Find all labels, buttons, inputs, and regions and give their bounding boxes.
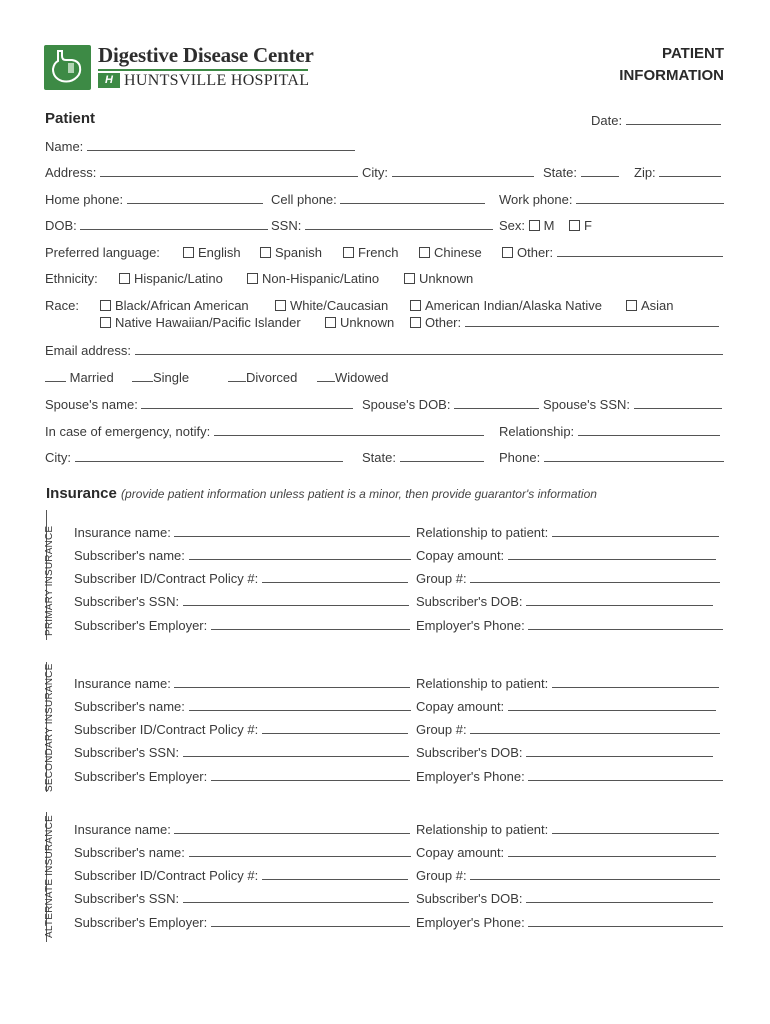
alternate-insurance-label: ALTERNATE INSURANCE xyxy=(44,815,55,938)
address-label: Address: xyxy=(45,165,97,180)
field-label: Copay amount: xyxy=(416,845,505,860)
alternate-right-field-3[interactable] xyxy=(416,891,713,906)
secondary-insurance-label: SECONDARY INSURANCE xyxy=(44,663,55,792)
language-spanish-label: Spanish xyxy=(275,245,322,260)
alternate-right-field-2[interactable] xyxy=(416,868,720,883)
field-label: Insurance name: xyxy=(74,525,171,540)
language-option[interactable] xyxy=(502,245,723,260)
ec-phone-label: Phone: xyxy=(499,450,541,465)
field-label: Subscriber's Employer: xyxy=(74,915,208,930)
checkbox-icon[interactable] xyxy=(100,300,111,311)
race-white-label: White/Caucasian xyxy=(290,298,389,313)
primary-left-field-3[interactable] xyxy=(74,594,409,609)
field-label: Subscriber's DOB: xyxy=(416,594,523,609)
race-option[interactable] xyxy=(626,298,674,313)
hospital-name: HUNTSVILLE HOSPITAL xyxy=(124,72,310,89)
dob-label: DOB: xyxy=(45,218,77,233)
document-title-line2: INFORMATION xyxy=(619,67,724,84)
work-phone-field[interactable] xyxy=(499,192,724,207)
race-asian-label: Asian xyxy=(641,298,674,313)
zip-field[interactable] xyxy=(634,165,721,180)
field-label: Relationship to patient: xyxy=(416,822,549,837)
race-option[interactable] xyxy=(100,298,249,313)
checkbox-icon[interactable] xyxy=(626,300,637,311)
hospital-mark-icon: H xyxy=(98,73,120,88)
sex-f-checkbox[interactable] xyxy=(569,220,580,231)
secondary-right-field-0[interactable] xyxy=(416,676,719,691)
alternate-left-field-1[interactable] xyxy=(74,845,411,860)
checkbox-icon[interactable] xyxy=(502,247,513,258)
field-label: Copay amount: xyxy=(416,699,505,714)
secondary-right-field-2[interactable] xyxy=(416,722,720,737)
language-option[interactable] xyxy=(419,245,482,260)
primary-right-field-2[interactable] xyxy=(416,571,720,586)
ec-city-label: City: xyxy=(45,450,71,465)
primary-right-field-3[interactable] xyxy=(416,594,713,609)
checkbox-icon[interactable] xyxy=(419,247,430,258)
sex-label: Sex: xyxy=(499,218,526,233)
city-field[interactable] xyxy=(362,165,534,180)
field-label: Subscriber's Employer: xyxy=(74,618,208,633)
alternate-right-field-1[interactable] xyxy=(416,845,716,860)
alternate-right-field-4[interactable] xyxy=(416,915,723,930)
checkbox-icon[interactable] xyxy=(119,273,130,284)
spouse-name-label: Spouse's name: xyxy=(45,397,138,412)
language-french-label: French xyxy=(358,245,399,260)
work-phone-label: Work phone: xyxy=(499,192,573,207)
marital-married[interactable] xyxy=(45,370,114,385)
ethnicity-unknown-label: Unknown xyxy=(419,271,474,286)
field-label: Subscriber's Employer: xyxy=(74,769,208,784)
checkbox-icon[interactable] xyxy=(183,247,194,258)
sex-m-checkbox[interactable] xyxy=(529,220,540,231)
spouse-dob-field[interactable] xyxy=(362,397,539,412)
primary-right-field-4[interactable] xyxy=(416,618,723,633)
checkbox-icon[interactable] xyxy=(343,247,354,258)
logo-icon xyxy=(44,45,91,90)
race-pacific-label: Native Hawaiian/Pacific Islander xyxy=(115,315,301,330)
checkbox-icon[interactable] xyxy=(410,317,421,328)
race-option[interactable] xyxy=(410,315,719,330)
cell-phone-field[interactable] xyxy=(271,192,485,207)
logo-divider xyxy=(98,69,308,71)
home-phone-field[interactable] xyxy=(45,192,263,207)
alternate-right-field-0[interactable] xyxy=(416,822,719,837)
primary-left-field-1[interactable] xyxy=(74,548,411,563)
state-field[interactable] xyxy=(543,165,619,180)
field-label: Subscriber's SSN: xyxy=(74,594,180,609)
secondary-left-field-3[interactable] xyxy=(74,745,409,760)
field-label: Relationship to patient: xyxy=(416,676,549,691)
emergency-relationship-field[interactable] xyxy=(499,424,720,439)
married-label: Married xyxy=(69,370,114,385)
field-label: Subscriber's name: xyxy=(74,845,185,860)
race-option[interactable] xyxy=(275,298,388,313)
ethnicity-hispanic-label: Hispanic/Latino xyxy=(134,271,223,286)
document-title-line1: PATIENT xyxy=(662,45,724,62)
email-label: Email address: xyxy=(45,343,131,358)
primary-left-field-0[interactable] xyxy=(74,525,410,540)
field-label: Subscriber's DOB: xyxy=(416,745,523,760)
primary-insurance-label: PRIMARY INSURANCE xyxy=(44,525,55,636)
alternate-left-field-4[interactable] xyxy=(74,915,410,930)
checkbox-icon[interactable] xyxy=(410,300,421,311)
field-label: Subscriber's SSN: xyxy=(74,745,180,760)
field-label: Employer's Phone: xyxy=(416,915,525,930)
field-label: Subscriber's name: xyxy=(74,548,185,563)
primary-right-field-1[interactable] xyxy=(416,548,716,563)
race-label: Race: xyxy=(45,298,79,313)
race-unknown-label: Unknown xyxy=(340,315,395,330)
org-name: Digestive Disease Center xyxy=(98,43,314,67)
zip-label: Zip: xyxy=(634,165,656,180)
field-label: Subscriber ID/Contract Policy #: xyxy=(74,868,259,883)
checkbox-icon[interactable] xyxy=(325,317,336,328)
field-label: Subscriber's SSN: xyxy=(74,891,180,906)
field-label: Copay amount: xyxy=(416,548,505,563)
spouse-name-field[interactable] xyxy=(45,397,353,412)
primary-left-field-4[interactable] xyxy=(74,618,410,633)
field-label: Insurance name: xyxy=(74,822,171,837)
home-phone-label: Home phone: xyxy=(45,192,124,207)
language-option[interactable] xyxy=(343,245,398,260)
sex-f-label: F xyxy=(583,218,592,233)
language-chinese-label: Chinese xyxy=(434,245,482,260)
emergency-label: In case of emergency, notify: xyxy=(45,424,211,439)
primary-right-field-0[interactable] xyxy=(416,525,719,540)
relationship-label: Relationship: xyxy=(499,424,575,439)
checkbox-icon[interactable] xyxy=(404,273,415,284)
field-label: Subscriber's name: xyxy=(74,699,185,714)
email-field[interactable] xyxy=(45,343,723,358)
state-label: State: xyxy=(543,165,577,180)
ec-state-label: State: xyxy=(362,450,396,465)
secondary-left-field-2[interactable] xyxy=(74,722,408,737)
date-label: Date: xyxy=(591,113,623,128)
field-label: Subscriber's DOB: xyxy=(416,891,523,906)
spouse-ssn-field[interactable] xyxy=(543,397,722,412)
ethnicity-option[interactable] xyxy=(404,271,473,286)
emergency-contact-field[interactable] xyxy=(45,424,484,439)
spouse-ssn-label: Spouse's SSN: xyxy=(543,397,631,412)
race-option[interactable] xyxy=(325,315,394,330)
name-label: Name: xyxy=(45,139,84,154)
name-field[interactable] xyxy=(45,139,355,154)
field-label: Group #: xyxy=(416,571,467,586)
race-option[interactable] xyxy=(410,298,602,313)
secondary-left-field-4[interactable] xyxy=(74,769,410,784)
alternate-left-field-3[interactable] xyxy=(74,891,409,906)
secondary-right-field-3[interactable] xyxy=(416,745,713,760)
field-label: Insurance name: xyxy=(74,676,171,691)
field-label: Subscriber ID/Contract Policy #: xyxy=(74,722,259,737)
spouse-dob-label: Spouse's DOB: xyxy=(362,397,451,412)
single-label: Single xyxy=(153,370,190,385)
secondary-left-field-0[interactable] xyxy=(74,676,410,691)
field-label: Relationship to patient: xyxy=(416,525,549,540)
field-label: Group #: xyxy=(416,868,467,883)
emergency-city-field[interactable] xyxy=(45,450,343,465)
checkbox-icon[interactable] xyxy=(247,273,258,284)
language-label: Preferred language: xyxy=(45,245,160,260)
emergency-phone-field[interactable] xyxy=(499,450,724,465)
insurance-section-title xyxy=(46,485,597,502)
marital-divorced[interactable] xyxy=(228,370,297,385)
race-native-american-label: American Indian/Alaska Native xyxy=(425,298,603,313)
marital-widowed[interactable] xyxy=(317,370,388,385)
secondary-right-field-4[interactable] xyxy=(416,769,723,784)
emergency-state-field[interactable] xyxy=(362,450,484,465)
checkbox-icon[interactable] xyxy=(275,300,286,311)
language-other-label: Other: xyxy=(517,245,554,260)
ethnicity-nonhispanic-label: Non-Hispanic/Latino xyxy=(262,271,380,286)
field-label: Group #: xyxy=(416,722,467,737)
sex-m-label: M xyxy=(543,218,555,233)
alternate-left-field-0[interactable] xyxy=(74,822,410,837)
ssn-field[interactable] xyxy=(271,218,493,233)
marital-single[interactable] xyxy=(132,370,189,385)
date-field[interactable] xyxy=(591,113,721,128)
language-english-label: English xyxy=(198,245,241,260)
field-label: Subscriber ID/Contract Policy #: xyxy=(74,571,259,586)
checkbox-icon[interactable] xyxy=(260,247,271,258)
alternate-left-field-2[interactable] xyxy=(74,868,408,883)
race-other-label: Other: xyxy=(425,315,462,330)
ethnicity-option[interactable] xyxy=(119,271,223,286)
field-label: Employer's Phone: xyxy=(416,769,525,784)
checkbox-icon[interactable] xyxy=(100,317,111,328)
field-label: Employer's Phone: xyxy=(416,618,525,633)
primary-left-field-2[interactable] xyxy=(74,571,408,586)
ssn-label: SSN: xyxy=(271,218,302,233)
city-label: City: xyxy=(362,165,388,180)
sex-field xyxy=(499,218,592,233)
document-title xyxy=(619,43,724,87)
ethnicity-option[interactable] xyxy=(247,271,379,286)
divorced-label: Divorced xyxy=(246,370,298,385)
language-option[interactable] xyxy=(260,245,322,260)
patient-section-title: Patient xyxy=(45,110,96,127)
ethnicity-label: Ethnicity: xyxy=(45,271,98,286)
language-option[interactable] xyxy=(183,245,241,260)
race-option[interactable] xyxy=(100,315,301,330)
insurance-note: (provide patient information unless patient is a minor, then provide guarantor's information xyxy=(121,487,597,501)
race-black-label: Black/African American xyxy=(115,298,249,313)
insurance-title: Insurance xyxy=(46,485,117,502)
cell-phone-label: Cell phone: xyxy=(271,192,337,207)
secondary-left-field-1[interactable] xyxy=(74,699,411,714)
widowed-label: Widowed xyxy=(335,370,389,385)
dob-field[interactable] xyxy=(45,218,268,233)
secondary-right-field-1[interactable] xyxy=(416,699,716,714)
address-field[interactable] xyxy=(45,165,358,180)
